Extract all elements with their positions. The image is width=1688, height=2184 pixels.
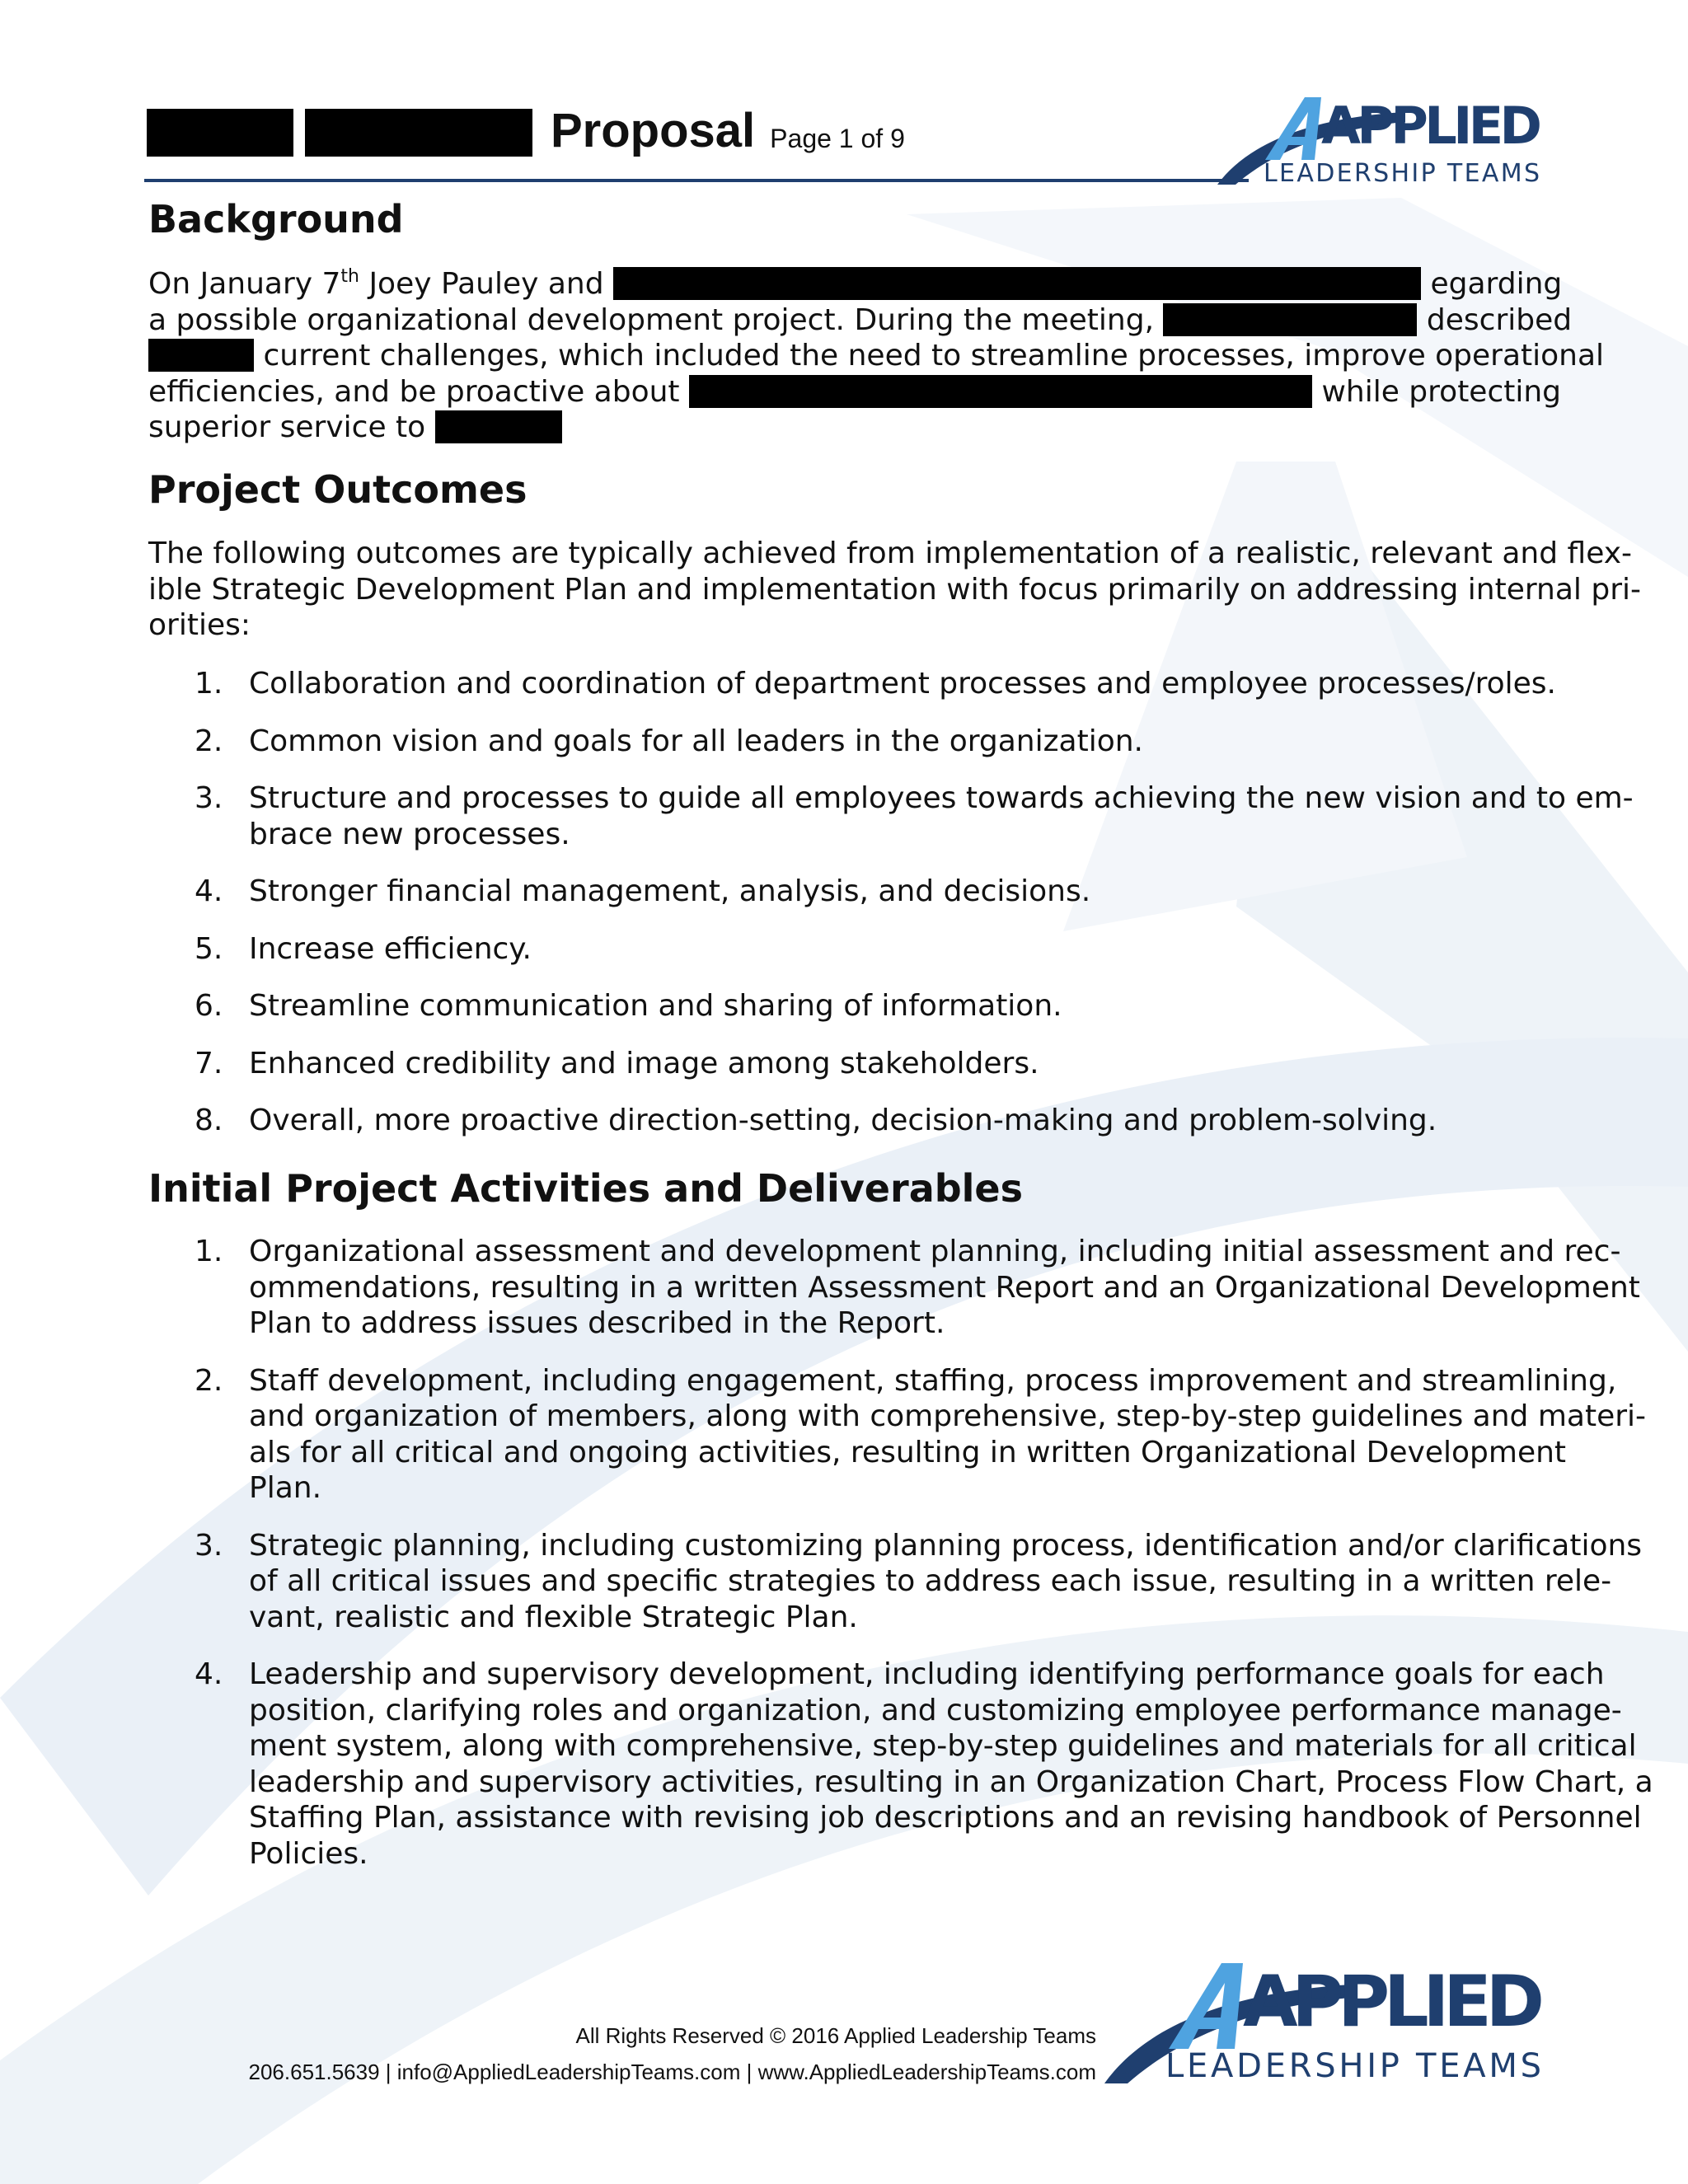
list-number: 3. — [195, 781, 223, 815]
list-item-text: Structure and processes to guide all employees towards achieving the new vision and to em- — [249, 781, 1634, 815]
list-item — [148, 988, 1550, 1024]
text-run: described — [1426, 302, 1573, 337]
list-item-text: Streamline communication and sharing of information. — [249, 989, 1062, 1023]
paragraph-line — [148, 302, 1573, 339]
text-run: egarding — [1430, 267, 1563, 301]
list-item-text: Collaboration and coordination of department processes and employee processes/roles. — [249, 667, 1557, 701]
list-number: 1. — [195, 1235, 223, 1268]
list-item — [148, 666, 1557, 702]
text-run: On January 7 — [148, 267, 341, 301]
logo-word: APPLIED — [1243, 1961, 1545, 2043]
text-run: current challenges, which included the need to streamline processes, improve operational — [263, 339, 1605, 373]
paragraph-line — [148, 338, 1605, 374]
list-number: 4. — [195, 874, 223, 908]
list-item-text: vant, realistic and flexible Strategic Plan. — [249, 1600, 858, 1634]
footer-logo — [1103, 1957, 1548, 2090]
list-item-text: Overall, more proactive direction-setting, decision-making and problem-solving. — [249, 1104, 1437, 1137]
list-item — [148, 874, 1550, 910]
list-item-text: Staffing Plan, assistance with revising job descriptions and an revising handbook of Personnel — [249, 1801, 1642, 1835]
list-item — [148, 1528, 1643, 1636]
header — [147, 99, 905, 157]
document-title: Proposal — [551, 104, 756, 157]
section-heading-background: Background — [148, 197, 404, 241]
list-item-text: Enhanced credibility and image among stakeholders. — [249, 1046, 1039, 1080]
section-heading-activities: Initial Project Activities and Deliverables — [148, 1166, 1024, 1211]
activities-list — [148, 1234, 1653, 1872]
redaction-block — [613, 267, 1421, 300]
footer — [165, 2018, 1096, 2090]
logo-subword: LEADERSHIP TEAMS — [1165, 2047, 1545, 2085]
list-item-text: als for all critical and ongoing activities, resulting in written Organizational Development — [249, 1435, 1567, 1469]
logo-word: APPLIED — [1321, 96, 1542, 156]
list-item-text: Leadership and supervisory development, including identifying performance goals for each — [249, 1657, 1605, 1691]
text-run: while protecting — [1321, 374, 1562, 409]
list-item-text: Strategic planning, including customizing planning process, identification and/or clarifications — [249, 1528, 1643, 1563]
redaction-block — [147, 109, 293, 157]
paragraph-line — [148, 374, 1562, 410]
list-item-text: Organizational assessment and development planning, including initial assessment and rec- — [249, 1235, 1621, 1268]
paragraph-line: orities: — [148, 608, 251, 642]
list-item — [148, 931, 1550, 968]
redaction-block — [148, 339, 254, 372]
text-run: efficiencies, and be proactive about — [148, 374, 680, 409]
paragraph-line — [148, 266, 1563, 302]
list-number: 7. — [195, 1046, 223, 1080]
list-number: 5. — [195, 931, 223, 966]
list-item-text: Common vision and goals for all leaders in the organization. — [249, 724, 1143, 758]
list-item-text: Plan to address issues described in the Report. — [249, 1306, 945, 1340]
redaction-block — [305, 109, 532, 157]
logo-subword: LEADERSHIP TEAMS — [1264, 159, 1542, 188]
header-divider — [144, 179, 1249, 182]
text-run: superior service to — [148, 410, 426, 444]
list-item-text: ommendations, resulting in a written Assessment Report and an Organizational Development — [249, 1270, 1640, 1305]
list-item-text: Staff development, including engagement, staffing, process improvement and streamlining, — [249, 1363, 1617, 1398]
list-number: 2. — [195, 724, 223, 758]
list-item-text: Policies. — [249, 1836, 368, 1871]
page-indicator: Page 1 of 9 — [770, 124, 905, 153]
list-number: 4. — [195, 1657, 223, 1691]
background-paragraph — [148, 266, 1605, 446]
list-item — [148, 724, 1550, 760]
list-number: 2. — [195, 1363, 223, 1398]
list-item-text: position, clarifying roles and organization, and customizing employee performance manage- — [249, 1693, 1622, 1727]
list-item — [148, 1234, 1640, 1342]
list-item-text: and organization of members, along with comprehensive, step-by-step guidelines and materi- — [249, 1399, 1647, 1433]
outcomes-intro — [148, 536, 1642, 644]
list-number: 1. — [195, 667, 223, 701]
list-item-text: Increase efficiency. — [249, 931, 532, 966]
redaction-block — [1163, 303, 1417, 336]
superscript: th — [340, 266, 359, 287]
list-number: 6. — [195, 989, 223, 1023]
paragraph-line: ible Strategic Development Plan and implementation with focus primarily on addressing internal pri- — [148, 572, 1642, 607]
paragraph-line: The following outcomes are typically achieved from implementation of a realistic, relevant and flex- — [148, 537, 1633, 570]
redaction-block — [689, 375, 1312, 408]
list-item-text: of all critical issues and specific strategies to address each issue, resulting in a written rele- — [249, 1564, 1612, 1598]
text-run: Joey Pauley and — [359, 267, 604, 301]
list-item — [148, 1657, 1653, 1872]
list-item-text: Stronger financial management, analysis, and decisions. — [249, 874, 1091, 908]
list-item-text: Plan. — [249, 1471, 322, 1505]
copyright-text: All Rights Reserved © 2016 Applied Leadership Teams — [575, 2023, 1096, 2048]
list-number: 3. — [195, 1528, 223, 1563]
list-item — [148, 1103, 1550, 1139]
text-run: a possible organizational development project. During the meeting, — [148, 302, 1155, 337]
list-item-text: leadership and supervisory activities, resulting in an Organization Chart, Process Flow Chart, a — [249, 1765, 1653, 1799]
redaction-block — [435, 410, 562, 443]
section-heading-outcomes: Project Outcomes — [148, 467, 528, 512]
list-item — [148, 1363, 1647, 1507]
outcomes-list — [148, 666, 1634, 1139]
list-item — [148, 1046, 1550, 1082]
company-logo — [1216, 92, 1545, 191]
list-number: 8. — [195, 1104, 223, 1137]
list-item-text: ment system, along with comprehensive, step-by-step guidelines and materials for all critical — [249, 1729, 1637, 1763]
list-item — [148, 780, 1634, 852]
paragraph-line — [148, 410, 1525, 446]
contact-info: 206.651.5639 | info@AppliedLeadershipTeams.com | www.AppliedLeadershipTeams.com — [248, 2060, 1096, 2084]
list-item-text: brace new processes. — [249, 817, 570, 851]
